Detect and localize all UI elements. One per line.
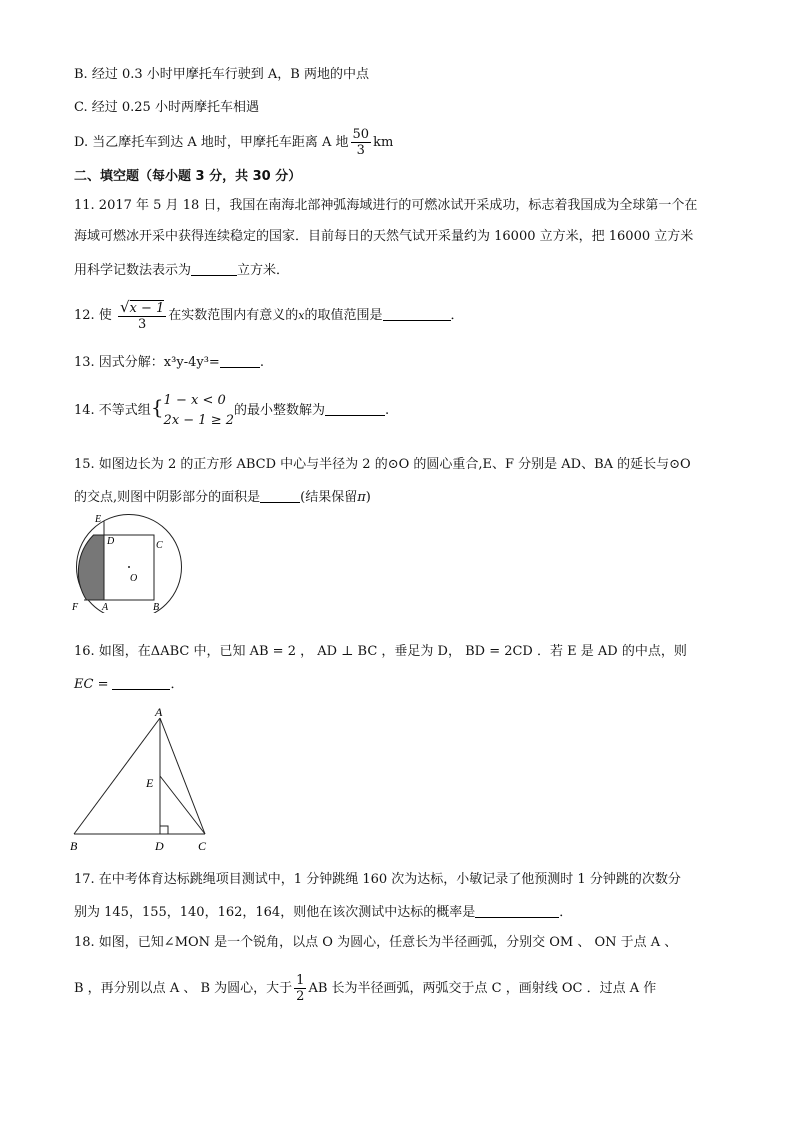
fraction-numerator: 1 bbox=[296, 973, 305, 988]
q11-line1: 11. 2017 年 5 月 18 日，我国在南海北部神弧海域进行的可燃冰试开采成功，标志着我国成为全球第一个在 bbox=[74, 198, 698, 213]
sqrt-symbol: √ bbox=[119, 297, 130, 316]
label-e: E bbox=[95, 514, 102, 525]
label-b: B bbox=[153, 602, 160, 613]
q12-var: x bbox=[298, 309, 305, 322]
option-d-fraction bbox=[351, 127, 372, 158]
q15-line2-note: (结果保留 bbox=[300, 490, 358, 505]
q14-end: . bbox=[385, 403, 390, 418]
brace-symbol: { bbox=[150, 395, 164, 419]
label-f: F bbox=[72, 602, 79, 613]
q12-text: 12. 使 bbox=[74, 308, 112, 323]
q18-line2-text: B ，再分别以点 A 、 B 为圆心，大于 bbox=[74, 981, 293, 996]
q12-fraction bbox=[118, 297, 166, 332]
option-b: B. 经过 0.3 小时甲摩托车行驶到 A，B 两地的中点 bbox=[74, 67, 369, 82]
q16-ec-label: EC = bbox=[74, 677, 109, 692]
option-d bbox=[74, 127, 393, 159]
q11-line3-text: 用科学记数法表示为 bbox=[74, 263, 192, 278]
fraction-denominator: 3 bbox=[356, 143, 365, 158]
answer-blank bbox=[325, 401, 385, 416]
q16-line1: 16. 如图，在ΔABC 中，已知 AB = 2 ， AD ⊥ BC ，垂足为 D， BD = 2CD ．若 E 是 AD 的中点，则 bbox=[74, 644, 687, 659]
q17-line1: 17. 在中考体育达标跳绳项目测试中，1 分钟跳绳 160 次为达标，小敏记录了他预测时 1 分钟跳的次数分 bbox=[74, 872, 681, 887]
label-a: A bbox=[155, 706, 163, 719]
q15-line2-close: ) bbox=[365, 490, 371, 505]
section-title: 二、填空题（每小题 3 分，共 30 分） bbox=[74, 169, 302, 184]
q17-line2 bbox=[74, 903, 572, 922]
side-ac bbox=[160, 718, 205, 834]
label-b: B bbox=[70, 839, 78, 853]
q17-line2-text: 别为 145，155，140，162，164，则他在该次测试中达标的概率是 bbox=[74, 905, 476, 920]
fraction-numerator: 50 bbox=[352, 127, 370, 142]
answer-blank bbox=[191, 261, 237, 276]
q14-text: 14. 不等式组 bbox=[74, 403, 151, 418]
label-c: C bbox=[156, 540, 163, 551]
q11-line3-end: 立方米． bbox=[237, 263, 290, 278]
option-d-text: D. 当乙摩托车到达 A 地时，甲摩托车距离 A 地 bbox=[74, 135, 349, 150]
label-c: C bbox=[198, 839, 207, 853]
q11-line3 bbox=[74, 261, 289, 280]
radicand: x − 1 bbox=[129, 300, 165, 316]
answer-blank bbox=[112, 675, 170, 690]
q18-line2-end: AB 长为半径画弧，两弧交于点 C ，画射线 OC ．过点 A 作 bbox=[308, 981, 657, 996]
answer-blank bbox=[383, 306, 451, 321]
q12-text-post: 的取值范围是 bbox=[304, 308, 383, 323]
q13-text: 13. 因式分解：x³y-4y³= bbox=[74, 355, 220, 370]
q12 bbox=[74, 296, 464, 336]
segment-ec bbox=[160, 776, 205, 834]
q15-line2-text: 的交点,则图中阴影部分的面积是 bbox=[74, 490, 261, 505]
label-o: O bbox=[130, 573, 138, 584]
answer-blank bbox=[260, 488, 300, 503]
center-point bbox=[128, 566, 130, 568]
inequality-system bbox=[164, 391, 234, 431]
q11-line2: 海域可燃冰开采中获得连续稳定的国家．目前每日的天然气试开采量约为 16000 立方米，把 16000 立方米 bbox=[74, 229, 694, 244]
answer-blank bbox=[475, 903, 559, 918]
q15-figure bbox=[66, 513, 190, 613]
label-d: D bbox=[107, 536, 115, 547]
fraction-denominator: 3 bbox=[137, 316, 147, 332]
q15-line2 bbox=[74, 488, 371, 507]
label-d: D bbox=[155, 839, 164, 853]
q16-figure bbox=[66, 706, 216, 854]
q18-line1: 18. 如图，已知∠MON 是一个锐角，以点 O 为圆心，任意长为半径画弧，分别交 OM 、 ON 于点 A 、 bbox=[74, 935, 678, 950]
option-d-unit: km bbox=[373, 135, 394, 150]
q12-text-mid: 在实数范围内有意义的 bbox=[168, 308, 299, 323]
q16-end: ． bbox=[170, 677, 184, 692]
q14-text-post: 的最小整数解为 bbox=[234, 403, 326, 418]
sqrt-expression bbox=[118, 297, 166, 317]
option-c: C. 经过 0.25 小时两摩托车相遇 bbox=[74, 100, 259, 115]
inequality-1: 1 − x < 0 bbox=[163, 392, 226, 408]
fraction-denominator: 2 bbox=[296, 989, 305, 1004]
pi-symbol: π bbox=[357, 490, 366, 505]
inequality-2: 2x − 1 ≥ 2 bbox=[163, 412, 235, 428]
q18-line2 bbox=[74, 971, 656, 1007]
q17-end: ． bbox=[559, 905, 573, 920]
q15-line1: 15. 如图边长为 2 的正方形 ABCD 中心与半径为 2 的⊙O 的圆心重合,E、F 分别是 AD、BA 的延长与⊙O bbox=[74, 457, 691, 472]
q13-end: . bbox=[259, 355, 264, 370]
q12-end: ． bbox=[450, 308, 464, 323]
q18-fraction bbox=[294, 973, 306, 1004]
answer-blank bbox=[220, 353, 260, 368]
q13 bbox=[74, 353, 264, 372]
shaded-region bbox=[78, 535, 104, 600]
right-angle-mark bbox=[160, 826, 168, 834]
label-a: A bbox=[102, 602, 109, 613]
label-e: E bbox=[146, 776, 154, 790]
q16-line2 bbox=[74, 675, 183, 694]
q14 bbox=[74, 383, 389, 435]
